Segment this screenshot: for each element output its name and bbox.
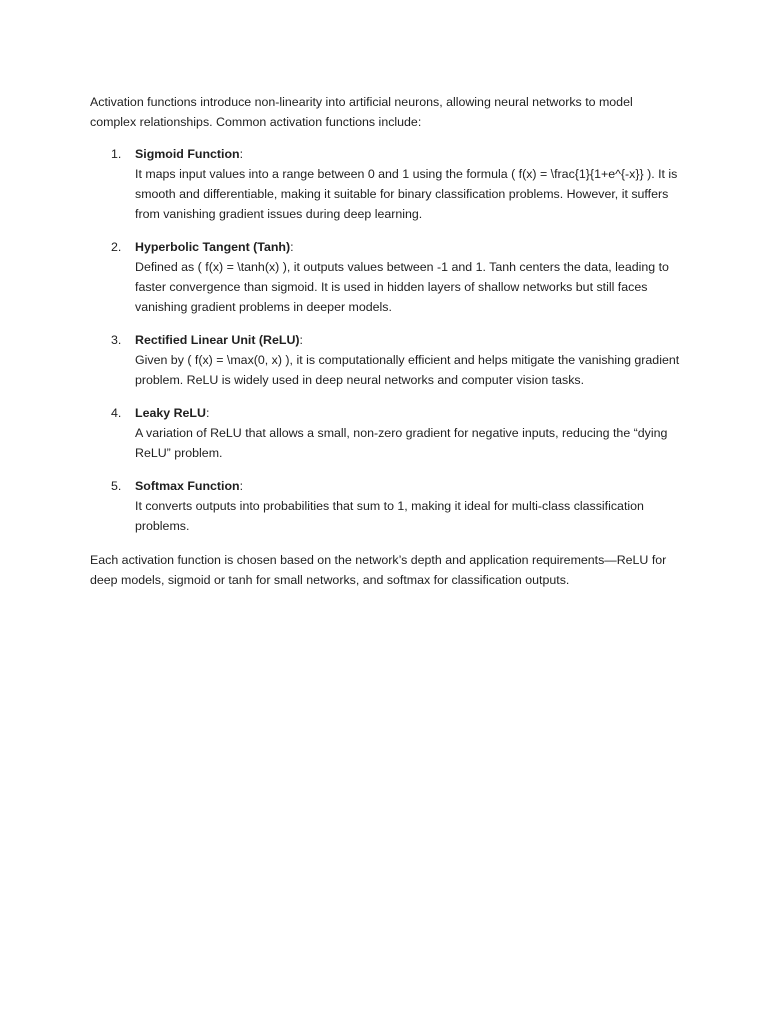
title-colon: : xyxy=(239,147,244,161)
item-title xyxy=(135,237,680,257)
function-name: Softmax Function xyxy=(135,479,240,493)
list-item-relu xyxy=(90,330,680,390)
function-description: Given by ( f(x) = \max(0, x) ), it is computationally efficient and helps mitigate the vanishing gradient problem. ReLU is widely used in deep neural networks and computer vision tasks. xyxy=(135,353,680,387)
title-colon: : xyxy=(290,240,294,254)
title-colon: : xyxy=(205,406,210,420)
item-title xyxy=(135,330,680,350)
function-name: Rectified Linear Unit (ReLU) xyxy=(135,333,300,347)
function-name: Hyperbolic Tangent (Tanh) xyxy=(135,240,291,254)
list-item-leaky-relu xyxy=(90,403,680,463)
list-number: 5. xyxy=(111,479,122,493)
title-colon: : xyxy=(299,333,303,347)
list-number: 4. xyxy=(111,406,122,420)
intro-paragraph: Activation functions introduce non-linearity into artificial neurons, allowing neural networks to model complex relationships. Common activation functions include: xyxy=(90,95,633,129)
item-title xyxy=(135,144,680,164)
list-number: 2. xyxy=(111,240,122,254)
function-description: Defined as ( f(x) = \tanh(x) ), it outputs values between -1 and 1. Tanh centers the data, leading to faster convergence than sigmoid. It is used in hidden layers of shallow networks but still faces vanishing gradient problems in deeper models. xyxy=(135,260,669,314)
activation-function-list xyxy=(90,144,680,536)
list-number: 1. xyxy=(111,147,122,161)
list-item-softmax xyxy=(90,476,680,536)
list-item-tanh xyxy=(90,237,680,317)
list-number: 3. xyxy=(111,333,122,347)
function-name: Leaky ReLU xyxy=(135,406,206,420)
function-description: A variation of ReLU that allows a small, non-zero gradient for negative inputs, reducing the “dying ReLU” problem. xyxy=(135,426,668,460)
closing-paragraph: Each activation function is chosen based on the network’s depth and application requirements—ReLU for deep models, sigmoid or tanh for small networks, and softmax for classification outputs. xyxy=(90,553,667,587)
item-title xyxy=(135,476,680,496)
item-title xyxy=(135,403,680,423)
document-body xyxy=(90,92,680,590)
function-name: Sigmoid Function xyxy=(135,147,240,161)
list-item-sigmoid xyxy=(90,144,680,224)
function-description: It converts outputs into probabilities that sum to 1, making it ideal for multi-class classification problems. xyxy=(135,499,644,533)
function-description: It maps input values into a range between 0 and 1 using the formula ( f(x) = \frac{1}{1+e^{-x}} ). It is smooth and differentiable, making it suitable for binary classification problems. However, it suffers from vanishing gradient issues during deep learning. xyxy=(135,167,678,221)
title-colon: : xyxy=(239,479,244,493)
